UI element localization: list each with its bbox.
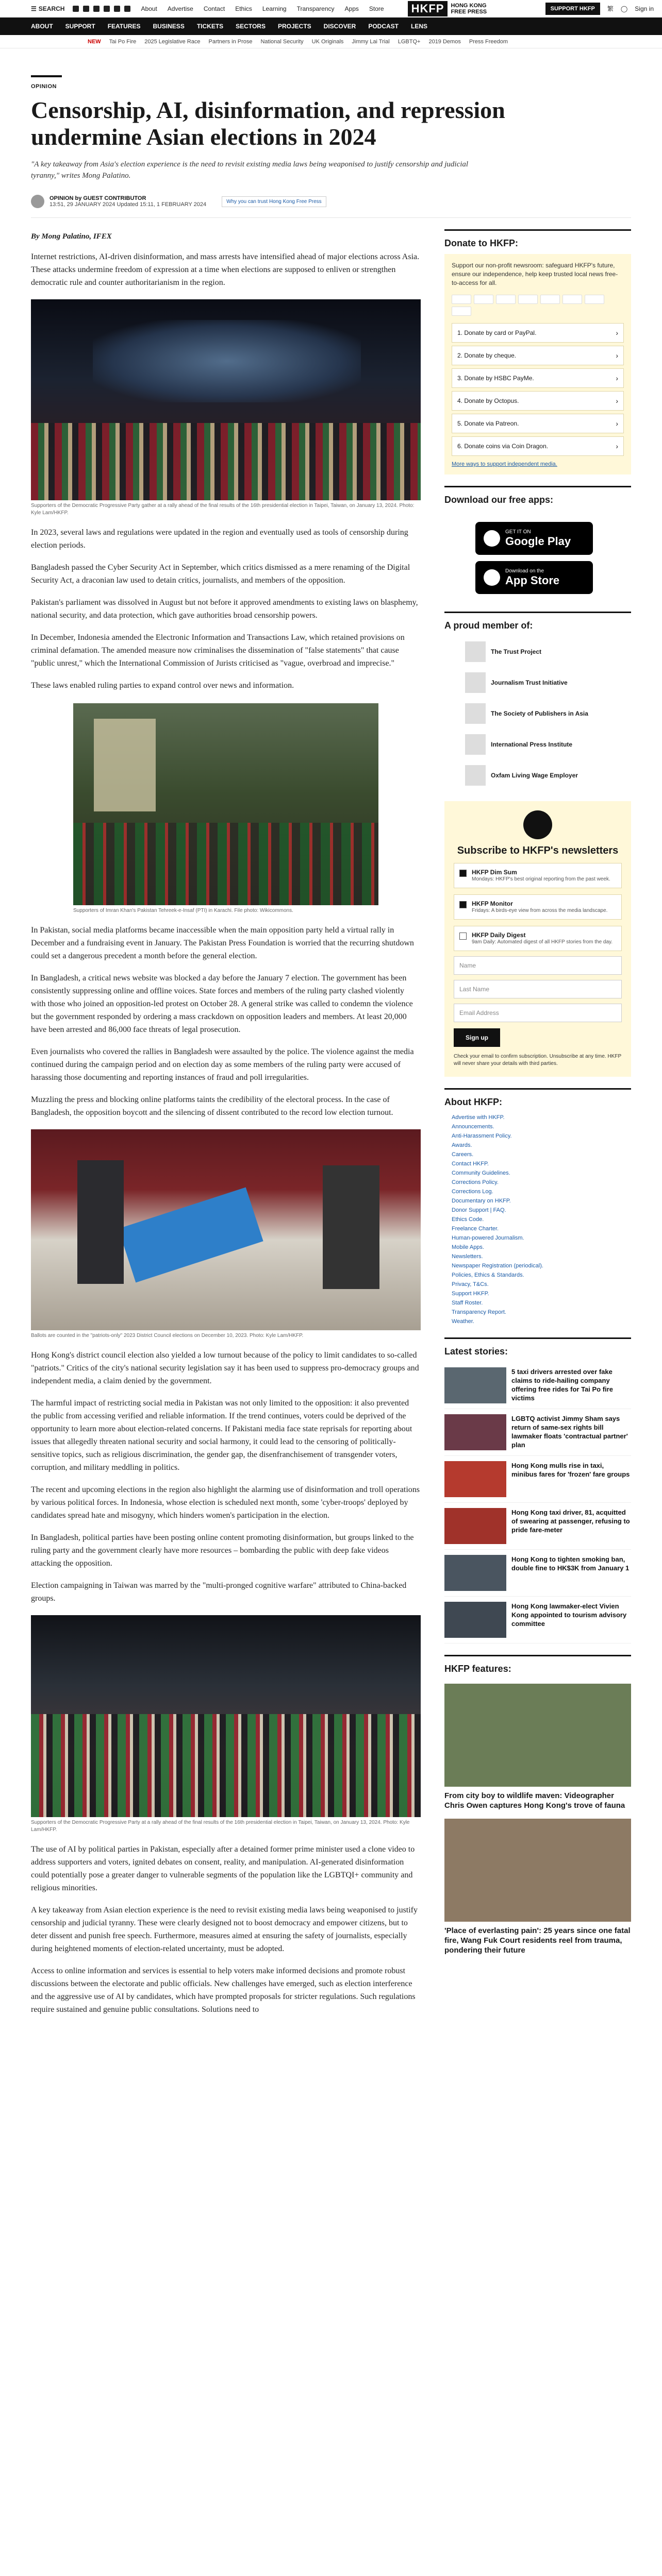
checkbox[interactable] — [459, 901, 467, 908]
new-badge: NEW — [88, 38, 101, 45]
about-title: About HKFP: — [444, 1097, 502, 1107]
member-logo[interactable]: Oxfam Living Wage Employer — [444, 760, 631, 791]
paragraph: Pakistan's parliament was dissolved in August but not before it approved amendments to existing laws on blasphemy, national security, and data protection, which gave authorities broad censorship powers. — [31, 598, 418, 620]
trust-project-logo — [465, 641, 486, 662]
newsletter-fine-print: Check your email to confirm subscription. Unsubscribe at any time. HKFP will never share your details with third parties. — [454, 1054, 621, 1066]
donate-option[interactable]: 5. Donate via Patreon. › — [452, 414, 624, 433]
payme-icon — [585, 295, 604, 304]
about-link[interactable]: Mobile Apps. — [452, 1244, 484, 1250]
tag-link[interactable]: Press Freedom — [469, 38, 508, 45]
feature-item[interactable]: From city boy to wildlife maven: Videographer Chris Owen captures Hong Kong's trove of fauna — [444, 1684, 631, 1810]
paragraph: In December, Indonesia amended the Electronic Information and Transactions Law, which retained provisions on criminal defamation. The amended measure now criminalises the dissemination of "false statements" that cause "public unrest," which the International Commission of Jurists criticised as "vague, overbroad and imprecise." — [31, 633, 405, 668]
paypal-icon — [474, 295, 493, 304]
about-link[interactable]: Careers. — [452, 1151, 474, 1158]
about-link[interactable]: Freelance Charter. — [452, 1226, 499, 1232]
story-item[interactable]: 5 taxi drivers arrested over fake claims to ride-hailing company offering free rides for Tai Po fire victims — [444, 1362, 631, 1409]
donate-option[interactable]: 3. Donate by HSBC PayMe. › — [452, 368, 624, 388]
tag-link[interactable]: National Security — [260, 38, 304, 45]
mastercard-icon — [452, 295, 471, 304]
story-item[interactable]: Hong Kong lawmaker-elect Vivien Kong appointed to tourism advisory committee — [444, 1597, 631, 1643]
donate-intro: Support our non-profit newsroom: safeguard HKFP's future, ensure our independence, help keep trusted local news free-to-access for all. — [452, 262, 618, 286]
donate-option[interactable]: 1. Donate by card or PayPal. › — [452, 323, 624, 343]
about-link[interactable]: Corrections Policy. — [452, 1179, 499, 1185]
signup-button[interactable]: Sign up — [454, 1028, 500, 1047]
divider — [31, 217, 631, 218]
chevron-right-icon: › — [616, 329, 618, 337]
utility-links — [141, 5, 384, 12]
utility-link[interactable]: About — [141, 5, 157, 12]
article-body — [31, 229, 421, 2016]
user-icon[interactable]: ◯ — [620, 5, 628, 12]
hkfp-badge-icon — [523, 810, 552, 839]
octopus-icon — [452, 307, 471, 316]
instagram-icon[interactable] — [93, 6, 100, 12]
about-link[interactable]: Staff Roster. — [452, 1300, 483, 1306]
story-thumbnail — [444, 1602, 506, 1638]
feature-thumbnail — [444, 1684, 631, 1787]
jti-logo — [465, 672, 486, 693]
about-link[interactable]: Newsletters. — [452, 1253, 483, 1260]
chevron-right-icon: › — [616, 351, 618, 360]
photo-rally — [31, 299, 421, 500]
ipi-logo — [465, 734, 486, 755]
paragraph: In Bangladesh, political parties have been posting online content promoting disinformation, but groups linked to the ruling party and the government clearly have more resources – bombarding the public with deep fake videos attacking the opposition. — [31, 1533, 414, 1568]
chevron-right-icon: › — [616, 374, 618, 382]
top-bar — [0, 0, 662, 18]
tag-link[interactable]: Partners in Prose — [208, 38, 253, 45]
checkbox[interactable] — [459, 933, 467, 940]
story-thumbnail — [444, 1555, 506, 1591]
language-toggle[interactable]: 繁 — [607, 5, 614, 12]
support-button[interactable]: SUPPORT HKFP — [545, 3, 600, 15]
visa-icon — [496, 295, 516, 304]
byline — [31, 195, 631, 208]
features-box — [444, 1655, 631, 1955]
about-box — [444, 1088, 631, 1326]
social-icons — [73, 6, 130, 12]
tag-link[interactable]: Jimmy Lai Trial — [352, 38, 390, 45]
author-line: By Mong Palatino, IFEX — [31, 232, 112, 241]
about-link[interactable]: Support HKFP. — [452, 1291, 489, 1297]
more-ways-link[interactable]: More ways to support independent media. — [452, 461, 557, 467]
photo-caption: Supporters of the Democratic Progressive Party gather at a rally ahead of the final results of the 16th presidential election in Taipei, Taiwan, on January 13, 2024. Photo: Kyle Lam/HKFP. — [31, 503, 415, 516]
paragraph: The use of AI by political parties in Pakistan, especially after a detained former prime minister used a clone video to address supporters and voters, ignited debates on consent, reality, and manipulation. AI-generated disinformation could potentially pose a greater danger to vulnerable segments of the population like the LGBTQI+ community and religious minorities. — [31, 1845, 415, 1892]
about-link[interactable]: Advertise with HKFP. — [452, 1114, 505, 1121]
story-item[interactable]: Hong Kong to tighten smoking ban, double fine to HK$3K from January 1 — [444, 1550, 631, 1597]
about-link[interactable]: Human-powered Journalism. — [452, 1235, 524, 1241]
chevron-right-icon: › — [616, 397, 618, 405]
paragraph: Election campaigning in Taiwan was marred by the "multi-pronged cognitive warfare" attributed to China-backed groups. — [31, 1581, 407, 1603]
about-link[interactable]: Privacy, T&Cs. — [452, 1281, 489, 1287]
about-link[interactable]: Community Guidelines. — [452, 1170, 510, 1176]
utility-link[interactable]: Ethics — [235, 5, 252, 12]
photo-caption: Supporters of the Democratic Progressive Party at a rally ahead of the final results of the 16th presidential election in Taipei, Taiwan, on January 13, 2024. Photo: Kyle Lam/HKFP. — [31, 1820, 410, 1833]
nav-item[interactable]: SECTORS — [236, 23, 266, 30]
twitter-icon[interactable] — [83, 6, 89, 12]
latest-title: Latest stories: — [444, 1346, 508, 1357]
about-link[interactable]: Weather. — [452, 1318, 474, 1325]
play-store-icon — [484, 530, 500, 547]
nav-item[interactable]: SUPPORT — [65, 23, 95, 30]
facebook-icon[interactable] — [73, 6, 79, 12]
member-title: A proud member of: — [444, 620, 533, 631]
oxfam-logo — [465, 765, 486, 786]
name-field[interactable]: Name — [454, 956, 622, 975]
trust-link[interactable]: Why you can trust Hong Kong Free Press — [222, 196, 326, 207]
donate-title: Donate to HKFP: — [444, 238, 518, 248]
amex-icon — [518, 295, 538, 304]
about-link[interactable]: Transparency Report. — [452, 1309, 506, 1315]
paragraph: A key takeaway from Asian election experience is the need to revisit existing media laws being weaponised to justify censorship and judicial tyranny. These were clearly designed not to boost democracy and empower citizens, but to deter dissent and punish free speech. Furthermore, measures aimed at ensuring the safety of journalists, especially during heightened moments of election-related uncertainty, must be adopted. — [31, 1906, 418, 1953]
utility-link[interactable]: Apps — [344, 5, 359, 12]
donate-option[interactable]: 4. Donate by Octopus. › — [452, 391, 624, 411]
chevron-right-icon: › — [616, 419, 618, 428]
trending-tags — [0, 35, 662, 48]
paragraph: Access to online information and services is essential to help voters make informed decisions and promote robust discussions between the electorate and public officials. New challenges have emerged, such as election interference and the aggressive use of AI by candidates, which have prompted proposals for stricter regulations. Such regulations require sustained and genuine public consultations. Solutions need to — [31, 1967, 416, 2014]
divider — [31, 75, 62, 77]
utility-link[interactable]: Contact — [203, 5, 225, 12]
story-item[interactable]: Hong Kong mulls rise in taxi, minibus fares for 'frozen' fare groups — [444, 1456, 631, 1503]
paragraph: In 2023, several laws and regulations were updated in the region and eventually used as tools of censorship during election periods. — [31, 528, 408, 550]
paragraph: In Bangladesh, a critical news website was blocked a day before the January 7 election. The government has been consistently suppressing online and offline voices. State forces and members of the ruling party clashed violently with those who joined an opposition-led protest on October 28. A general strike was called to condemn the violence but the government responded by ordering a mass crackdown on opposition leaders and members. At least 20,000 have been arrested and 86,000 face threats of legal prosecution. — [31, 974, 413, 1034]
member-logo[interactable]: The Society of Publishers in Asia — [444, 698, 631, 729]
paragraph: Muzzling the press and blocking online platforms taints the credibility of the electoral process. In the case of Bangladesh, the opposition boycott and the silencing of dissent contributed to the record low election turnout. — [31, 1095, 393, 1117]
story-item[interactable]: Hong Kong taxi driver, 81, acquitted of swearing at passenger, refusing to pride fare-meter — [444, 1503, 631, 1550]
member-logo[interactable]: The Trust Project — [444, 636, 631, 667]
tag-link[interactable]: Tai Po Fire — [109, 38, 137, 45]
newsletter-option[interactable]: HKFP Monitor Fridays: A birds-eye view from across the media landscape. — [454, 894, 622, 920]
about-link[interactable]: Donor Support | FAQ. — [452, 1207, 506, 1213]
paragraph: Bangladesh passed the Cyber Security Act in September, which critics dismissed as a mere renaming of the Digital Security Act, a draconian law used to detain critics, journalists, and members of the opposition. — [31, 563, 410, 585]
jcb-icon — [562, 295, 582, 304]
site-logo[interactable]: HKFP HONG KONG FREE PRESS — [408, 1, 487, 16]
nav-item[interactable]: PODCAST — [368, 23, 399, 30]
newsletter-box — [444, 801, 631, 1077]
about-link[interactable]: Corrections Log. — [452, 1189, 493, 1195]
about-link[interactable]: Anti-Harassment Policy. — [452, 1133, 512, 1139]
email-field[interactable]: Email Address — [454, 1004, 622, 1022]
feature-item[interactable]: 'Place of everlasting pain': 25 years since one fatal fire, Wang Fuk Court residents reel from trauma, pondering their future — [444, 1819, 631, 1955]
member-logo[interactable]: Journalism Trust Initiative — [444, 667, 631, 698]
apps-title: Download our free apps: — [444, 495, 554, 505]
newsletter-option[interactable]: HKFP Daily Digest 9am Daily: Automated digest of all HKFP stories from the day. — [454, 926, 622, 951]
donate-option[interactable]: 2. Donate by cheque. › — [452, 346, 624, 365]
paragraph: These laws enabled ruling parties to expand control over news and information. — [31, 681, 294, 690]
about-link[interactable]: Ethics Code. — [452, 1216, 484, 1223]
photo-ballots — [31, 1129, 421, 1330]
byline-dates: 13:51, 29 JANUARY 2024 Updated 15:11, 1 FEBRUARY 2024 — [49, 201, 207, 208]
category-label[interactable]: OPINION — [31, 83, 57, 90]
donate-box — [444, 254, 631, 474]
hamburger-icon: ☰ — [31, 5, 37, 12]
sopa-logo — [465, 703, 486, 724]
utility-link[interactable]: Transparency — [296, 5, 335, 12]
telegram-icon[interactable] — [114, 6, 120, 12]
nav-item[interactable]: BUSINESS — [153, 23, 185, 30]
about-link[interactable]: Contact HKFP. — [452, 1161, 489, 1167]
tag-link[interactable]: 2025 Legislative Race — [144, 38, 201, 45]
author-avatar — [31, 195, 44, 208]
tag-link[interactable]: LGBTQ+ — [398, 38, 421, 45]
nav-item[interactable]: PROJECTS — [277, 23, 311, 30]
member-logo[interactable]: International Press Institute — [444, 729, 631, 760]
features-title: HKFP features: — [444, 1664, 511, 1674]
newsletter-option[interactable]: HKFP Dim Sum Mondays: HKFP's best original reporting from the past week. — [454, 863, 622, 888]
feature-thumbnail — [444, 1819, 631, 1922]
nav-item[interactable]: LENS — [411, 23, 428, 30]
paragraph: Hong Kong's district council election also yielded a low turnout because of the policy to limit candidates to so-called "patriots." Critics of the city's national security legislation say it has been used to suppress pro-democracy groups and independent media, a claim denied by the government. — [31, 1351, 419, 1385]
paragraph: The recent and upcoming elections in the region also highlight the alarming use of disinformation and troll operations by various political forces. In Indonesia, whose election is scheduled next month, some 'cyber-troops' deployed by candidates spread hate and misogyny, which hinders women's participation in the election. — [31, 1485, 420, 1520]
paragraph: Even journalists who covered the rallies in Bangladesh were assaulted by the police. The violence against the media continued during the campaign period and on election day as some members of the ruling party were accused of harassing those documenting and reporting instances of fraud and poll irregularities. — [31, 1047, 414, 1082]
sidebar — [444, 229, 631, 2016]
article-title: Censorship, AI, disinformation, and repression undermine Asian elections in 2024 — [31, 97, 505, 150]
tag-link[interactable]: UK Originals — [311, 38, 344, 45]
paragraph: In Pakistan, social media platforms became inaccessible when the main opposition party held a virtual rally in December and a fundraising event in January. The Pakistan Press Foundation is worried that the recurring shutdown could set a dangerous precedent a month before the general election. — [31, 926, 414, 960]
payment-icons — [452, 295, 624, 316]
nav-item[interactable]: ABOUT — [31, 23, 53, 30]
story-thumbnail — [444, 1367, 506, 1403]
apple-icon — [484, 569, 500, 586]
paragraph: Internet restrictions, AI-driven disinformation, and mass arrests have intensified ahead of major elections across Asia. These attacks undermine freedom of expression at a time when elections are supposed to enliven or strengthen democratic rule and counter authoritarianism in the region. — [31, 252, 420, 287]
nav-item[interactable]: DISCOVER — [323, 23, 356, 30]
about-link[interactable]: Documentary on HKFP. — [452, 1198, 511, 1204]
last-name-field[interactable]: Last Name — [454, 980, 622, 998]
search-menu-button[interactable]: ☰ SEARCH — [31, 5, 65, 12]
about-link[interactable]: Newspaper Registration (periodical). — [452, 1263, 543, 1269]
utility-link[interactable]: Advertise — [167, 5, 193, 12]
nav-item[interactable]: TICKETS — [196, 23, 224, 30]
byline-author[interactable]: OPINION by GUEST CONTRIBUTOR — [49, 195, 146, 201]
unionpay-icon — [540, 295, 560, 304]
google-play-badge[interactable]: GET IT ON Google Play — [475, 522, 593, 555]
photo-rally-2 — [31, 1615, 421, 1817]
about-link[interactable]: Announcements. — [452, 1124, 494, 1130]
linkedin-icon[interactable] — [124, 6, 130, 12]
photo-pakistan — [73, 703, 378, 905]
utility-link[interactable]: Store — [369, 5, 384, 12]
photo-caption: Supporters of Imran Khan's Pakistan Tehreek-e-Insaf (PTI) in Karachi. File photo: Wikicommons. — [73, 908, 293, 913]
paragraph: The harmful impact of restricting social media in Pakistan was not only limited to the opposition: it also prevented the public from accessing verified and reliable information. If the trend continues, voters could be deprived of the opportunity to learn more about election-related concerns. If Pakistani media face state reprisals for reporting about issues that allegedly threaten national security and social harmony, it could lead to the censoring of politically-sensitive topics, such as religious discrimination, the gender gap, the disenfranchisement of transgender voters, corruption, and military meddling in politics. — [31, 1399, 412, 1472]
youtube-icon[interactable] — [104, 6, 110, 12]
checkbox[interactable] — [459, 870, 467, 877]
app-store-badge[interactable]: Download on the App Store — [475, 561, 593, 594]
main-nav — [0, 18, 662, 35]
newsletter-title: Subscribe to HKFP's newsletters — [457, 845, 619, 856]
story-thumbnail — [444, 1508, 506, 1544]
signin-link[interactable]: Sign in — [635, 5, 654, 12]
about-link[interactable]: Awards. — [452, 1142, 472, 1148]
utility-link[interactable]: Learning — [262, 5, 287, 12]
latest-stories — [444, 1337, 631, 1643]
story-thumbnail — [444, 1461, 506, 1497]
article-dek: "A key takeaway from Asia's election experience is the need to revisit existing media laws being weaponised to justify censorship and judicial tyranny," writes Mong Palatino. — [31, 160, 469, 180]
nav-item[interactable]: FEATURES — [107, 23, 141, 30]
about-link[interactable]: Policies, Ethics & Standards. — [452, 1272, 524, 1278]
chevron-right-icon: › — [616, 442, 618, 450]
story-thumbnail — [444, 1414, 506, 1450]
donate-option[interactable]: 6. Donate coins via Coin Dragon. › — [452, 436, 624, 456]
tag-link[interactable]: 2019 Demos — [428, 38, 461, 45]
story-item[interactable]: LGBTQ activist Jimmy Sham says return of same-sex rights bill lawmaker floats 'contractual partner' plan — [444, 1409, 631, 1456]
photo-caption: Ballots are counted in the "patriots-only" 2023 District Council elections on December 10, 2023. Photo: Kyle Lam/HKFP. — [31, 1333, 304, 1338]
